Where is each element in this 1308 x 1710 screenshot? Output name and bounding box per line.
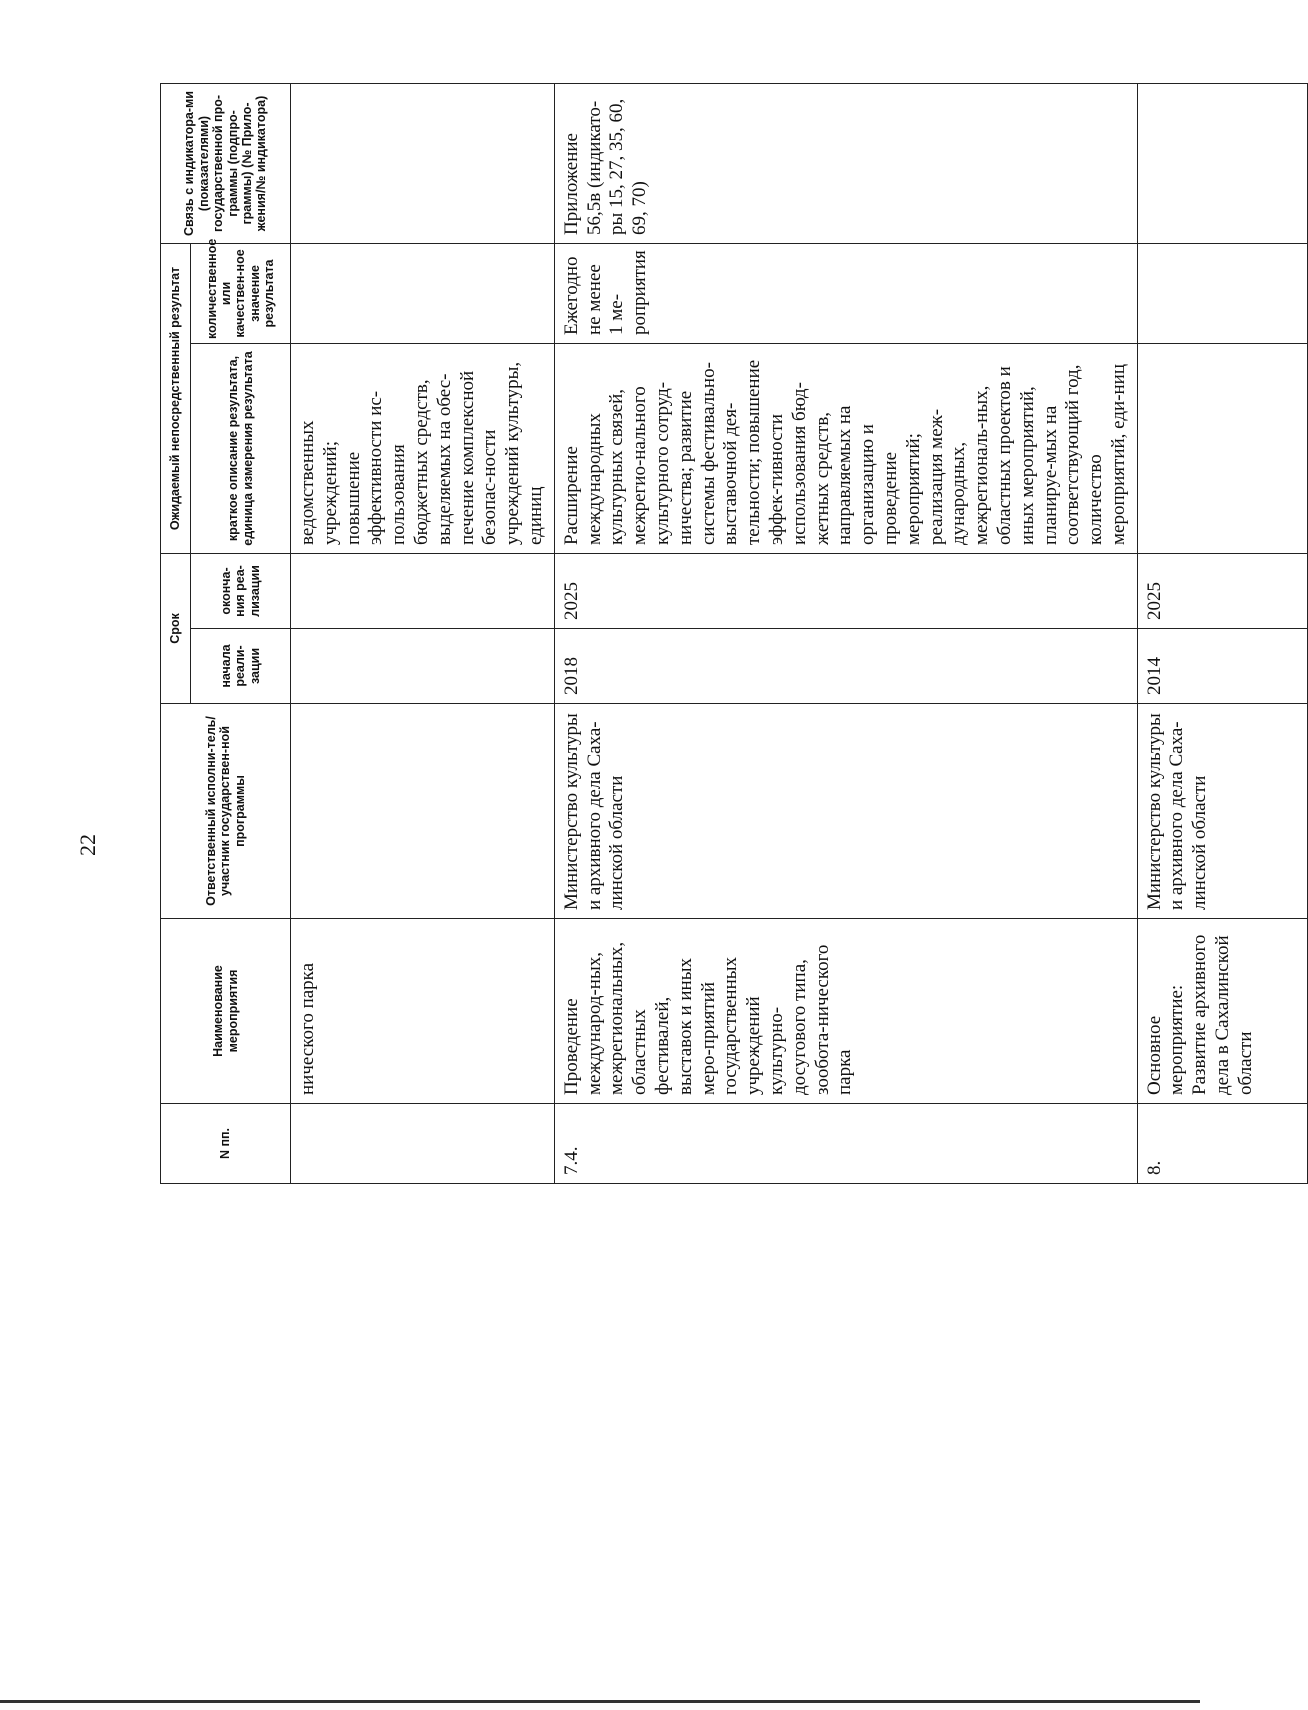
row-link: Приложение 56,5в (индикато-ры 15, 27, 35, 60, 69, 70) xyxy=(554,84,1137,244)
row-start xyxy=(291,629,555,704)
row-responsible: Министерство культуры и архивного дела Саха-линской области xyxy=(554,704,1137,919)
header-result-desc: краткое описание результата, единица измерения результата xyxy=(191,344,291,554)
row-end: 2025 xyxy=(1137,554,1307,629)
page-number: 22 xyxy=(75,834,100,856)
header-name: Наименование мероприятия xyxy=(161,919,291,1104)
program-table-container xyxy=(160,84,1256,1184)
header-result: Ожидаемый непосредственный результат xyxy=(161,244,191,554)
row-desc: ведомственных учреждений; повышение эффективности ис-пользования бюджетных средств, выделяемых на обес-печение комплексной безопас-ности учреждений культуры, единиц xyxy=(291,344,555,554)
row-end xyxy=(291,554,555,629)
table-row xyxy=(554,84,1137,1184)
header-responsible: Ответственный исполни-тель/участник государствен-ной программы xyxy=(161,704,291,919)
row-end: 2025 xyxy=(554,554,1137,629)
row-num xyxy=(291,1104,555,1184)
row-desc xyxy=(1137,344,1307,554)
table-row xyxy=(291,84,555,1184)
row-link xyxy=(1137,84,1307,244)
table-row xyxy=(1137,84,1307,1184)
row-responsible xyxy=(291,704,555,919)
row-num: 7.4. xyxy=(554,1104,1137,1184)
row-start: 2014 xyxy=(1137,629,1307,704)
row-name: нического парка xyxy=(291,919,555,1104)
header-term: Срок xyxy=(161,554,191,704)
row-desc: Расширение международных культурных связей, межрегио-нального культурного сотруд-ничества; развитие системы фестивально-выставочной дея-тельности; повышение эффек-тивности использования бюд-жетных средств, направляемых на организацию и проведение мероприятий; реализация меж-дународных, межрегиональ-ных, областных проектов и иных мероприятий, планируе-мых на соответствующий год, количество мероприятий, еди-ниц xyxy=(554,344,1137,554)
program-activities-table xyxy=(160,83,1308,1184)
bottom-scan-edge xyxy=(0,1700,1200,1703)
row-name: Проведение международ-ных, межрегиональных, областных фестивалей, выставок и иных меро-приятий государственных учреждений культурно-досугового типа, зообота-нического парка xyxy=(554,919,1137,1104)
row-responsible: Министерство культуры и архивного дела Саха-линской области xyxy=(1137,704,1307,919)
row-value xyxy=(291,244,555,344)
row-value: Ежегодно не менее 1 ме-роприятия xyxy=(554,244,1137,344)
header-num: N пп. xyxy=(161,1104,291,1184)
row-value xyxy=(1137,244,1307,344)
header-link: Связь с индикатора-ми (показателями) государственной про-граммы (подпро-граммы) (№ Прило-жения/№ индикатора) xyxy=(161,84,291,244)
row-name: Основное мероприятие: Развитие архивного дела в Сахалинской области xyxy=(1137,919,1307,1104)
header-result-value: количественное или качествен-ное значение результата xyxy=(191,244,291,344)
header-term-end: оконча-ния реа-лизации xyxy=(191,554,291,629)
row-start: 2018 xyxy=(554,629,1137,704)
header-term-start: начала реали-зации xyxy=(191,629,291,704)
row-num: 8. xyxy=(1137,1104,1307,1184)
row-link xyxy=(291,84,555,244)
